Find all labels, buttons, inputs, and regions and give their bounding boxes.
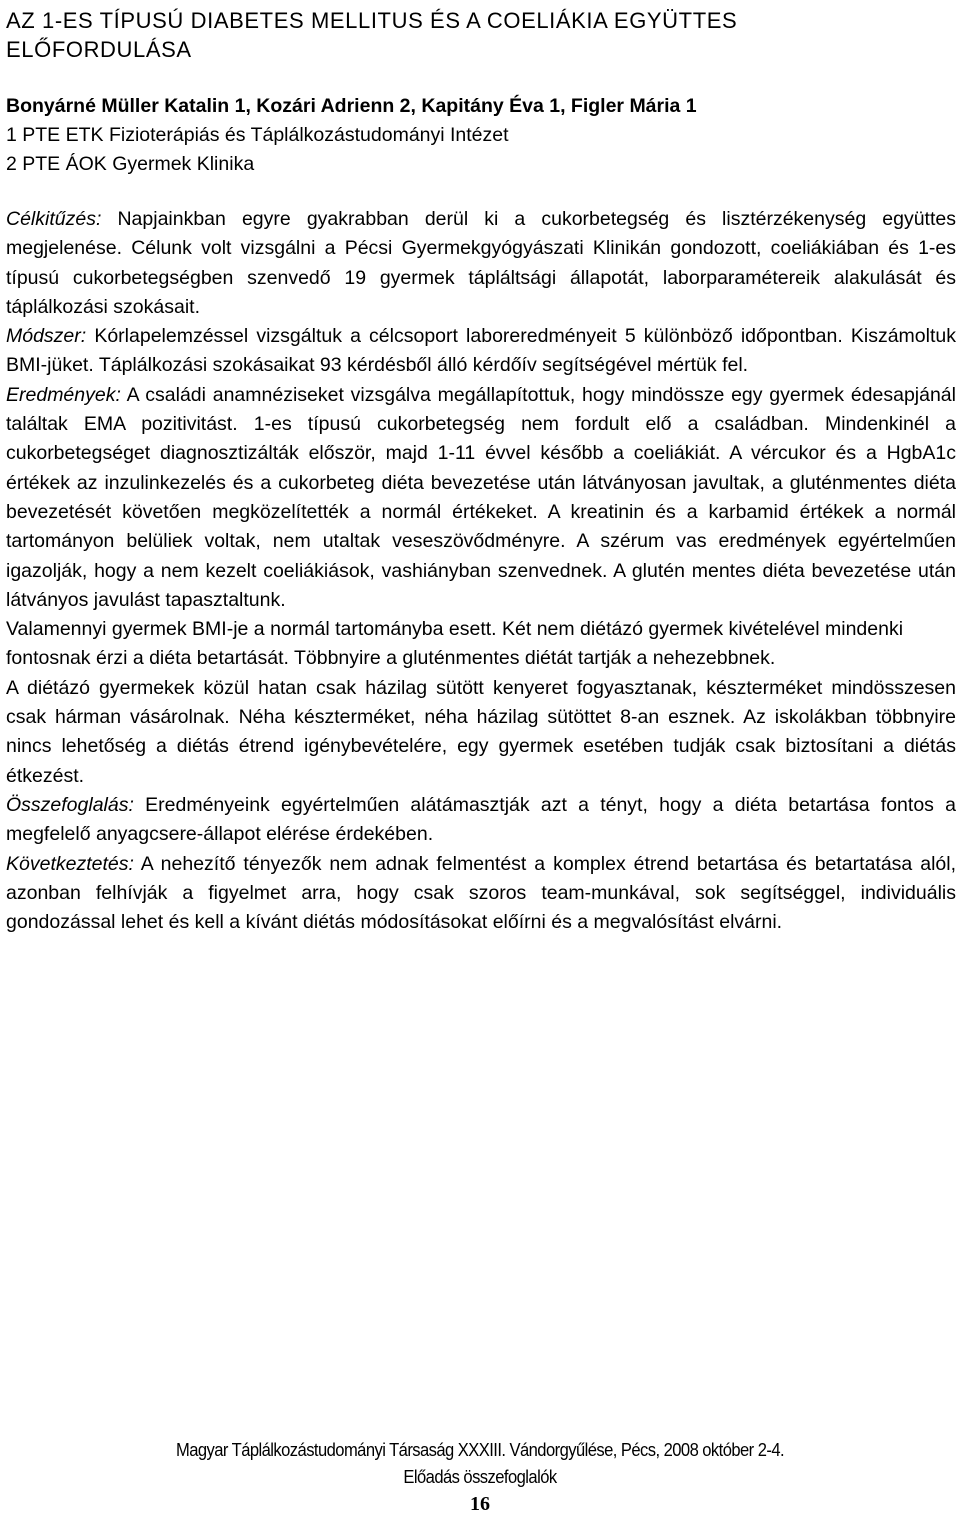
footer-conference: Magyar Táplálkozástudományi Társaság XXXIII. Vándorgyűlése, Pécs, 2008 október 2-4.: [175, 1440, 785, 1460]
section-osszefoglalas: [6, 791, 956, 850]
section-label: Összefoglalás:: [6, 793, 134, 816]
section-text: A nehezítő tényezők nem adnak felmentést a komplex étrend betartása és betartatása alól, azonban felhívják a figyelmet arra, hogy csak szoros team-munkával, sok segítséggel, individuális gondozással lehet és kell a kívánt diétás módosításokat előírni és a megvalósítást elvárni.: [6, 852, 956, 934]
section-eredmenyek: [6, 381, 956, 615]
document-title: AZ 1-ES TÍPUSÚ DIABETES MELLITUS ÉS A COELIÁKIA EGYÜTTES ELŐFORDULÁSA: [6, 8, 738, 62]
affiliation-2: 2 PTE ÁOK Gyermek Klinika: [6, 153, 255, 175]
section-text: Eredményeink egyértelműen alátámasztják azt a tényt, hogy a diéta betartása fontos a megfelelő anyagcsere-állapot elérése érdekében.: [6, 793, 956, 846]
page-footer: [38, 1437, 921, 1491]
section-kovetkeztetes: [6, 850, 956, 938]
section-celkituzes: [6, 205, 956, 322]
section-label: Következtetés:: [6, 852, 134, 875]
abstract-body: [6, 205, 956, 937]
section-label: Eredmények:: [6, 383, 121, 406]
section-text: Napjainkban egyre gyakrabban derül ki a cukorbetegség és lisztérzékenység együttes megjelenése. Célunk volt vizsgálni a Pécsi Gyermekgyógyászati Klinikán gondozott, coeliákiában és 1-es típusú cukorbetegségben szenvedő 19 gyermek tápláltsági állapotát, laborparamétereik alakulását és táplálkozási szokásait.: [6, 208, 956, 318]
section-label: Módszer:: [6, 325, 87, 348]
author-list: Bonyárné Müller Katalin 1, Kozári Adrienn 2, Kapitány Éva 1, Figler Mária 1: [6, 95, 697, 117]
section-text: Kórlapelemzéssel vizsgáltuk a célcsoport laboreredményeit 5 különböző időpontban. Kiszámoltuk BMI-jüket. Táplálkozási szokásaikat 93 kérdésből álló kérdőív segítségével mértük fel.: [6, 325, 956, 377]
paragraph-kenyer: A diétázó gyermekek közül hatan csak házilag sütött kenyeret fogyasztanak, készterméket mindösszesen csak hárman vásárolnak. Néha készterméket, néha házilag sütöttet 8-an esznek. Az iskolákban többnyire nincs lehetőség a diétás étrend igénybevételére, egy gyermek esetében tudják csak biztosítani a diétás étkezést.: [6, 676, 956, 787]
section-text: A családi anamnéziseket vizsgálva megállapítottuk, hogy mindössze egy gyermek édesapjánál találtak EMA pozitivitást. 1-es típusú cukorbetegség nem fordult elő a családban. Mindenkinél a cukorbetegséget diagnosztizálták először, majd 1-11 évvel később a coeliákiát. A vércukor és a HgbA1c értékek az inzulinkezelés és a cukorbeteg diéta bevezetése után látványosan javultak, a gluténmentes diéta bevezetését követően megközelítették a normál értékeket. A kreatinin és a karbamid értékek a normál tartományon belüliek voltak, nem utaltak veseszövődményre. A szérum vas eredmények egyértelműen igazolják, hogy a nem kezelt coeliákiások, vashiányban szenvednek. A glutén mentes diéta bevezetése után látványos javulást tapasztaltunk.: [6, 383, 956, 611]
section-label: Célkitűzés:: [6, 208, 102, 230]
affiliation-1: 1 PTE ETK Fizioterápiás és Táplálkozástudományi Intézet: [6, 124, 509, 146]
footer-subtitle: Előadás összefoglalók: [403, 1467, 557, 1487]
paragraph-bmi: Valamennyi gyermek BMI-je a normál tartományba esett. Két nem diétázó gyermek kivételével mindenki fontosnak érzi a diéta betartását. Többnyire a gluténmentes diétát tartják a nehezebbnek.: [6, 618, 904, 670]
page-number: 16: [470, 1493, 490, 1515]
section-modszer: [6, 322, 956, 381]
